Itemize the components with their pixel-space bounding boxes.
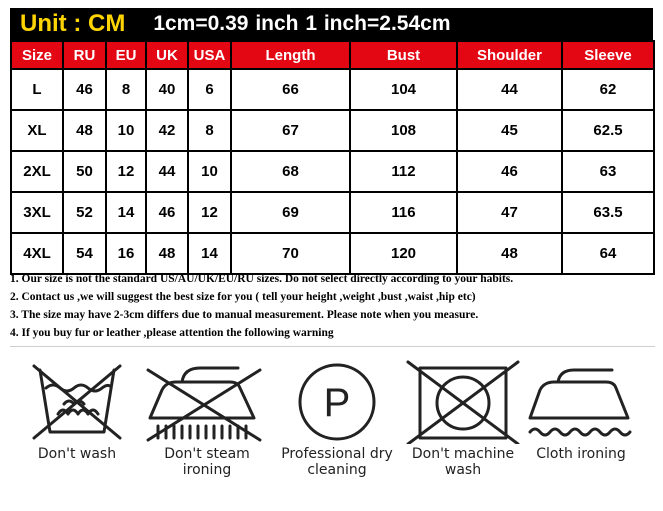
table-cell: 8 xyxy=(188,110,231,151)
unit-conversion: 1cm=0.39 inch 1 inch=2.54cm xyxy=(153,12,451,35)
care-item-cloth-ironing xyxy=(516,352,646,502)
table-cell: 40 xyxy=(146,69,188,110)
care-label: Don't steam ironing xyxy=(164,446,250,478)
table-cell: 6 xyxy=(188,69,231,110)
table-cell: 12 xyxy=(188,192,231,233)
table-cell: 10 xyxy=(106,110,146,151)
header-size: Size xyxy=(11,41,63,69)
table-cell: 10 xyxy=(188,151,231,192)
table-cell: 44 xyxy=(457,69,562,110)
unit-label: Unit : CM xyxy=(20,10,126,37)
table-cell: 48 xyxy=(63,110,106,151)
note-line: 2. Contact us ,we will suggest the best size for you ( tell your height ,weight ,bust ,waist ,hip etc) xyxy=(10,291,476,303)
table-cell: 46 xyxy=(146,192,188,233)
table-cell: 112 xyxy=(350,151,457,192)
care-item-professional-dry-cleaning xyxy=(272,352,402,502)
header-length: Length xyxy=(231,41,350,69)
care-label: Professional dry cleaning xyxy=(281,446,393,478)
table-cell: 70 xyxy=(231,233,350,274)
table-cell: 54 xyxy=(63,233,106,274)
table-cell: L xyxy=(11,69,63,110)
table-cell: 63.5 xyxy=(562,192,654,233)
table-cell: 14 xyxy=(106,192,146,233)
dont-steam-iron-icon xyxy=(142,358,272,444)
table-cell: 120 xyxy=(350,233,457,274)
dry-cleaning-symbol: P xyxy=(323,381,351,425)
table-cell: 48 xyxy=(146,233,188,274)
table-cell: 12 xyxy=(106,151,146,192)
table-cell: 108 xyxy=(350,110,457,151)
table-cell: 3XL xyxy=(11,192,63,233)
table-cell: 16 xyxy=(106,233,146,274)
table-row xyxy=(11,192,654,233)
note-line: 1. Our size is not the standard US/AU/UK/EU/RU sizes. Do not select directly according to your habits. xyxy=(10,273,514,285)
unit-banner xyxy=(10,8,653,40)
table-row xyxy=(11,69,654,110)
header-shoulder: Shoulder xyxy=(457,41,562,69)
professional-dry-cleaning-icon xyxy=(272,358,402,444)
table-cell: 63 xyxy=(562,151,654,192)
care-instructions xyxy=(0,352,663,502)
table-cell: 48 xyxy=(457,233,562,274)
table-cell: 62 xyxy=(562,69,654,110)
table-cell: 14 xyxy=(188,233,231,274)
table-header-row xyxy=(11,41,654,69)
divider xyxy=(10,346,655,347)
table-cell: 46 xyxy=(63,69,106,110)
header-usa: USA xyxy=(188,41,231,69)
table-cell: 8 xyxy=(106,69,146,110)
header-sleeve: Sleeve xyxy=(562,41,654,69)
care-item-dont-wash xyxy=(12,352,142,502)
table-cell: 2XL xyxy=(11,151,63,192)
table-cell: 62.5 xyxy=(562,110,654,151)
table-cell: 4XL xyxy=(11,233,63,274)
table-cell: 50 xyxy=(63,151,106,192)
header-uk: UK xyxy=(146,41,188,69)
size-notes xyxy=(10,270,655,342)
header-eu: EU xyxy=(106,41,146,69)
table-row xyxy=(11,110,654,151)
dont-wash-icon xyxy=(12,358,142,444)
header-ru: RU xyxy=(63,41,106,69)
table-cell: 64 xyxy=(562,233,654,274)
header-bust: Bust xyxy=(350,41,457,69)
table-cell: 46 xyxy=(457,151,562,192)
table-row xyxy=(11,151,654,192)
care-label: Cloth ironing xyxy=(536,446,626,462)
dont-machine-wash-icon xyxy=(398,358,528,444)
table-cell: 44 xyxy=(146,151,188,192)
table-cell: 42 xyxy=(146,110,188,151)
care-item-dont-machine-wash xyxy=(398,352,528,502)
cloth-ironing-icon xyxy=(516,358,646,444)
care-label: Don't machine wash xyxy=(411,446,515,478)
table-cell: 116 xyxy=(350,192,457,233)
care-item-dont-steam-ironing xyxy=(142,352,272,502)
table-cell: 45 xyxy=(457,110,562,151)
table-cell: 52 xyxy=(63,192,106,233)
table-cell: 67 xyxy=(231,110,350,151)
care-label: Don't wash xyxy=(37,446,117,462)
table-cell: 104 xyxy=(350,69,457,110)
note-line: 3. The size may have 2-3cm differs due to manual measurement. Please note when you measure. xyxy=(10,309,479,321)
size-chart-table xyxy=(10,40,655,275)
table-row xyxy=(11,233,654,274)
note-line: 4. If you buy fur or leather ,please attention the following warning xyxy=(10,327,334,339)
table-cell: 69 xyxy=(231,192,350,233)
table-cell: 66 xyxy=(231,69,350,110)
table-cell: 47 xyxy=(457,192,562,233)
table-cell: XL xyxy=(11,110,63,151)
table-cell: 68 xyxy=(231,151,350,192)
